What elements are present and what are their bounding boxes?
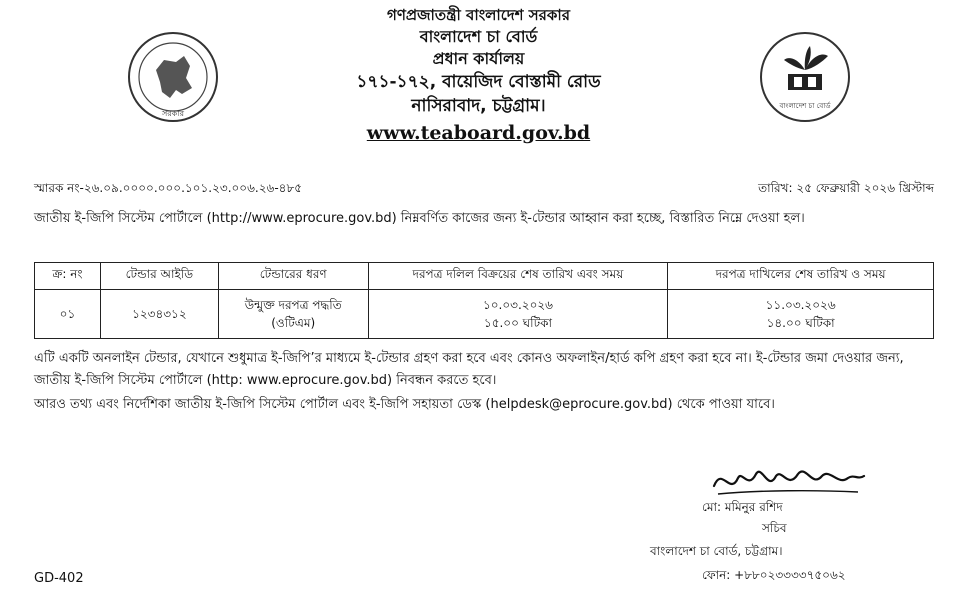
col-header-submit-deadline: দরপত্র দাখিলের শেষ তারিখ ও সময় bbox=[668, 263, 934, 290]
notice-body bbox=[34, 348, 934, 418]
seal-bottom-text: সরকার bbox=[161, 109, 185, 118]
address-line: ১৭১-১৭২, বায়েজিদ বোস্তামী রোড bbox=[356, 72, 601, 92]
tender-type-line1: উন্মুক্ত দরপত্র পদ্ধতি bbox=[244, 298, 342, 312]
intro-paragraph: জাতীয় ই-জিপি সিস্টেম পোর্টালে (http://www.eprocure.gov.bd) নিম্নবর্ণিত কাজের জন্য ই-টেন্ডার আহ্বান করা হচ্ছে, বিস্তারিত নিম্নে দেওয়া হল। bbox=[34, 211, 805, 226]
cell-serial: ০১ bbox=[35, 290, 101, 339]
signatory-phone: ফোন: +৮৮০২৩৩৩৩৭৫০৬২ bbox=[702, 568, 846, 582]
submit-time: ১৪.০০ ঘটিকা bbox=[766, 316, 835, 330]
sale-date: ১০.০৩.২০২৬ bbox=[482, 298, 553, 312]
signatory-title: সচিব bbox=[762, 521, 787, 535]
table-header-row bbox=[35, 263, 934, 290]
government-name: গণপ্রজাতন্ত্রী বাংলাদেশ সরকার bbox=[387, 6, 570, 24]
tender-type-line2: (ওটিএম) bbox=[271, 316, 316, 330]
organization-name: বাংলাদেশ চা বোর্ড bbox=[419, 27, 538, 46]
cell-sale-deadline bbox=[368, 290, 668, 339]
memo-date: তারিখ: ২৫ ফেব্রুয়ারী ২০২৬ খ্রিস্টাব্দ bbox=[758, 181, 934, 195]
col-header-tender-id: টেন্ডার আইডি bbox=[100, 263, 218, 290]
cell-tender-id: ১২৩৪৩১২ bbox=[100, 290, 218, 339]
logo-ring-text: বাংলাদেশ চা বোর্ড bbox=[779, 102, 831, 110]
cell-tender-type bbox=[218, 290, 368, 339]
submit-date: ১১.০৩.২০২৬ bbox=[765, 298, 836, 312]
memo-row bbox=[34, 180, 934, 202]
office-name: প্রধান কার্যালয় bbox=[432, 49, 525, 68]
col-header-sale-deadline: দরপত্র দলিল বিক্রয়ের শেষ তারিখ এবং সময় bbox=[368, 263, 668, 290]
handwritten-signature bbox=[708, 456, 868, 500]
gd-code: GD-402 bbox=[34, 571, 84, 586]
body-paragraph-1: এটি একটি অনলাইন টেন্ডার, যেখানে শুধুমাত্র ই-জিপি’র মাধ্যমে ই-টেন্ডার গ্রহণ করা হবে এবং কোনও অফলাইন/হার্ড কপি গ্রহণ করা হবে না। ই-টেন্ডার জমা দেওয়ার জন্য, জাতীয় ই-জিপি সিস্টেম পোর্টালে (http: www.eprocure.gov.bd) নিবন্ধন করতে হবে। bbox=[34, 351, 904, 388]
signatory-name: মো: মমিনুর রশিদ bbox=[702, 500, 783, 514]
memo-reference: স্মারক নং-২৬.০৯.০০০০.০০০.১০১.২৩.০০৬.২৬-৪৮৫ bbox=[34, 181, 303, 195]
signatory-organization: বাংলাদেশ চা বোর্ড, চট্টগ্রাম। bbox=[650, 544, 783, 558]
website-link[interactable]: www.teaboard.gov.bd bbox=[366, 122, 591, 144]
body-paragraph-2: আরও তথ্য এবং নির্দেশিকা জাতীয় ই-জিপি সিস্টেম পোর্টাল এবং ই-জিপি সহায়তা ডেস্ক (helpdesk@eprocure.gov.bd) থেকে পাওয়া যাবে। bbox=[34, 397, 775, 412]
col-header-serial: ক্র: নং bbox=[35, 263, 101, 290]
sale-time: ১৫.০০ ঘটিকা bbox=[483, 316, 552, 330]
table-row bbox=[35, 290, 934, 339]
cell-submit-deadline bbox=[668, 290, 934, 339]
col-header-tender-type: টেন্ডারের ধরণ bbox=[218, 263, 368, 290]
letterhead bbox=[0, 4, 957, 148]
city-line: নাসিরাবাদ, চট্টগ্রাম। bbox=[411, 96, 546, 116]
tender-table bbox=[34, 262, 934, 339]
